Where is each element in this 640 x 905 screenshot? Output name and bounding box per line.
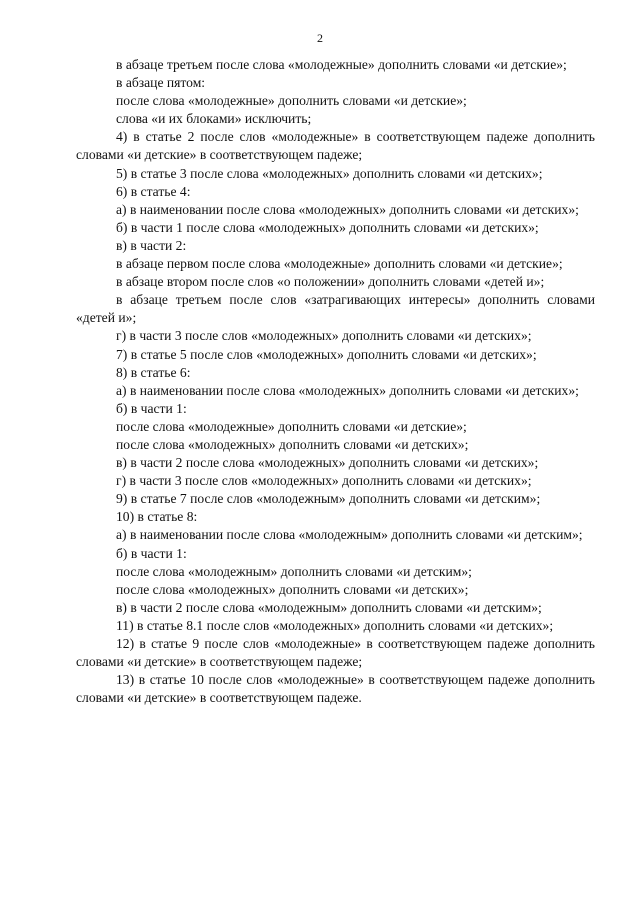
paragraph: 9) в статье 7 после слов «молодежным» дополнить словами «и детским»; [116,491,541,507]
paragraph: слова «и их блоками» исключить; [116,111,312,127]
paragraph: б) в части 1: [116,400,187,416]
paragraph: в) в части 2 после слова «молодежных» дополнить словами «и детских»; [116,455,539,471]
paragraph: 5) в статье 3 после слова «молодежных» дополнить словами «и детских»; [116,165,543,181]
paragraph: 6) в статье 4: [116,183,191,199]
paragraph: 12) в статье 9 после слов «молодежные» в соответствующем падеже дополнить словами «и детские» в соответствующем падеже; [76,636,595,670]
paragraph: после слова «молодежные» дополнить словами «и детские»; [116,93,467,109]
paragraph: г) в части 3 после слов «молодежных» дополнить словами «и детских»; [116,328,532,344]
paragraph: в абзаце первом после слова «молодежные» дополнить словами «и детские»; [116,256,563,272]
paragraph: г) в части 3 после слов «молодежных» дополнить словами «и детских»; [116,473,532,489]
paragraph: в) в части 2 после слова «молодежным» дополнить словами «и детским»; [116,599,542,615]
paragraph: после слова «молодежных» дополнить словами «и детских»; [116,581,469,597]
paragraph: 7) в статье 5 после слов «молодежных» дополнить словами «и детских»; [116,346,537,362]
paragraph: а) в наименовании после слова «молодежным» дополнить словами «и детским»; [116,527,583,543]
paragraph: в абзаце третьем после слова «молодежные» дополнить словами «и детские»; [116,57,567,72]
paragraph: после слова «молодежных» дополнить словами «и детских»; [116,436,469,452]
paragraph: в абзаце втором после слов «о положении» дополнить словами «детей и»; [116,274,545,290]
paragraph: 11) в статье 8.1 после слов «молодежных» дополнить словами «и детских»; [116,617,554,633]
paragraph: в абзаце пятом: [116,75,206,91]
paragraph: б) в части 1: [116,545,187,561]
paragraph: 13) в статье 10 после слов «молодежные» в соответствующем падеже дополнить словами «и детские» в соответствующем падеже. [76,672,595,706]
paragraph: б) в части 1 после слова «молодежных» дополнить словами «и детских»; [116,219,539,235]
paragraph: в) в части 2: [116,237,187,253]
paragraph: 10) в статье 8: [116,509,198,525]
paragraph: 4) в статье 2 после слов «молодежные» в соответствующем падеже дополнить словами «и детские» в соответствующем падеже; [76,129,595,163]
paragraph: после слова «молодежные» дополнить словами «и детские»; [116,418,467,434]
paragraph: после слова «молодежным» дополнить словами «и детским»; [116,563,472,579]
paragraph: а) в наименовании после слова «молодежных» дополнить словами «и детских»; [116,382,579,398]
page-number: 2 [317,31,323,45]
paragraph: а) в наименовании после слова «молодежных» дополнить словами «и детских»; [116,201,579,217]
document-body [76,56,595,707]
paragraph: в абзаце третьем после слов «затрагивающих интересы» дополнить словами «детей и»; [76,292,595,326]
paragraph: 8) в статье 6: [116,364,191,380]
